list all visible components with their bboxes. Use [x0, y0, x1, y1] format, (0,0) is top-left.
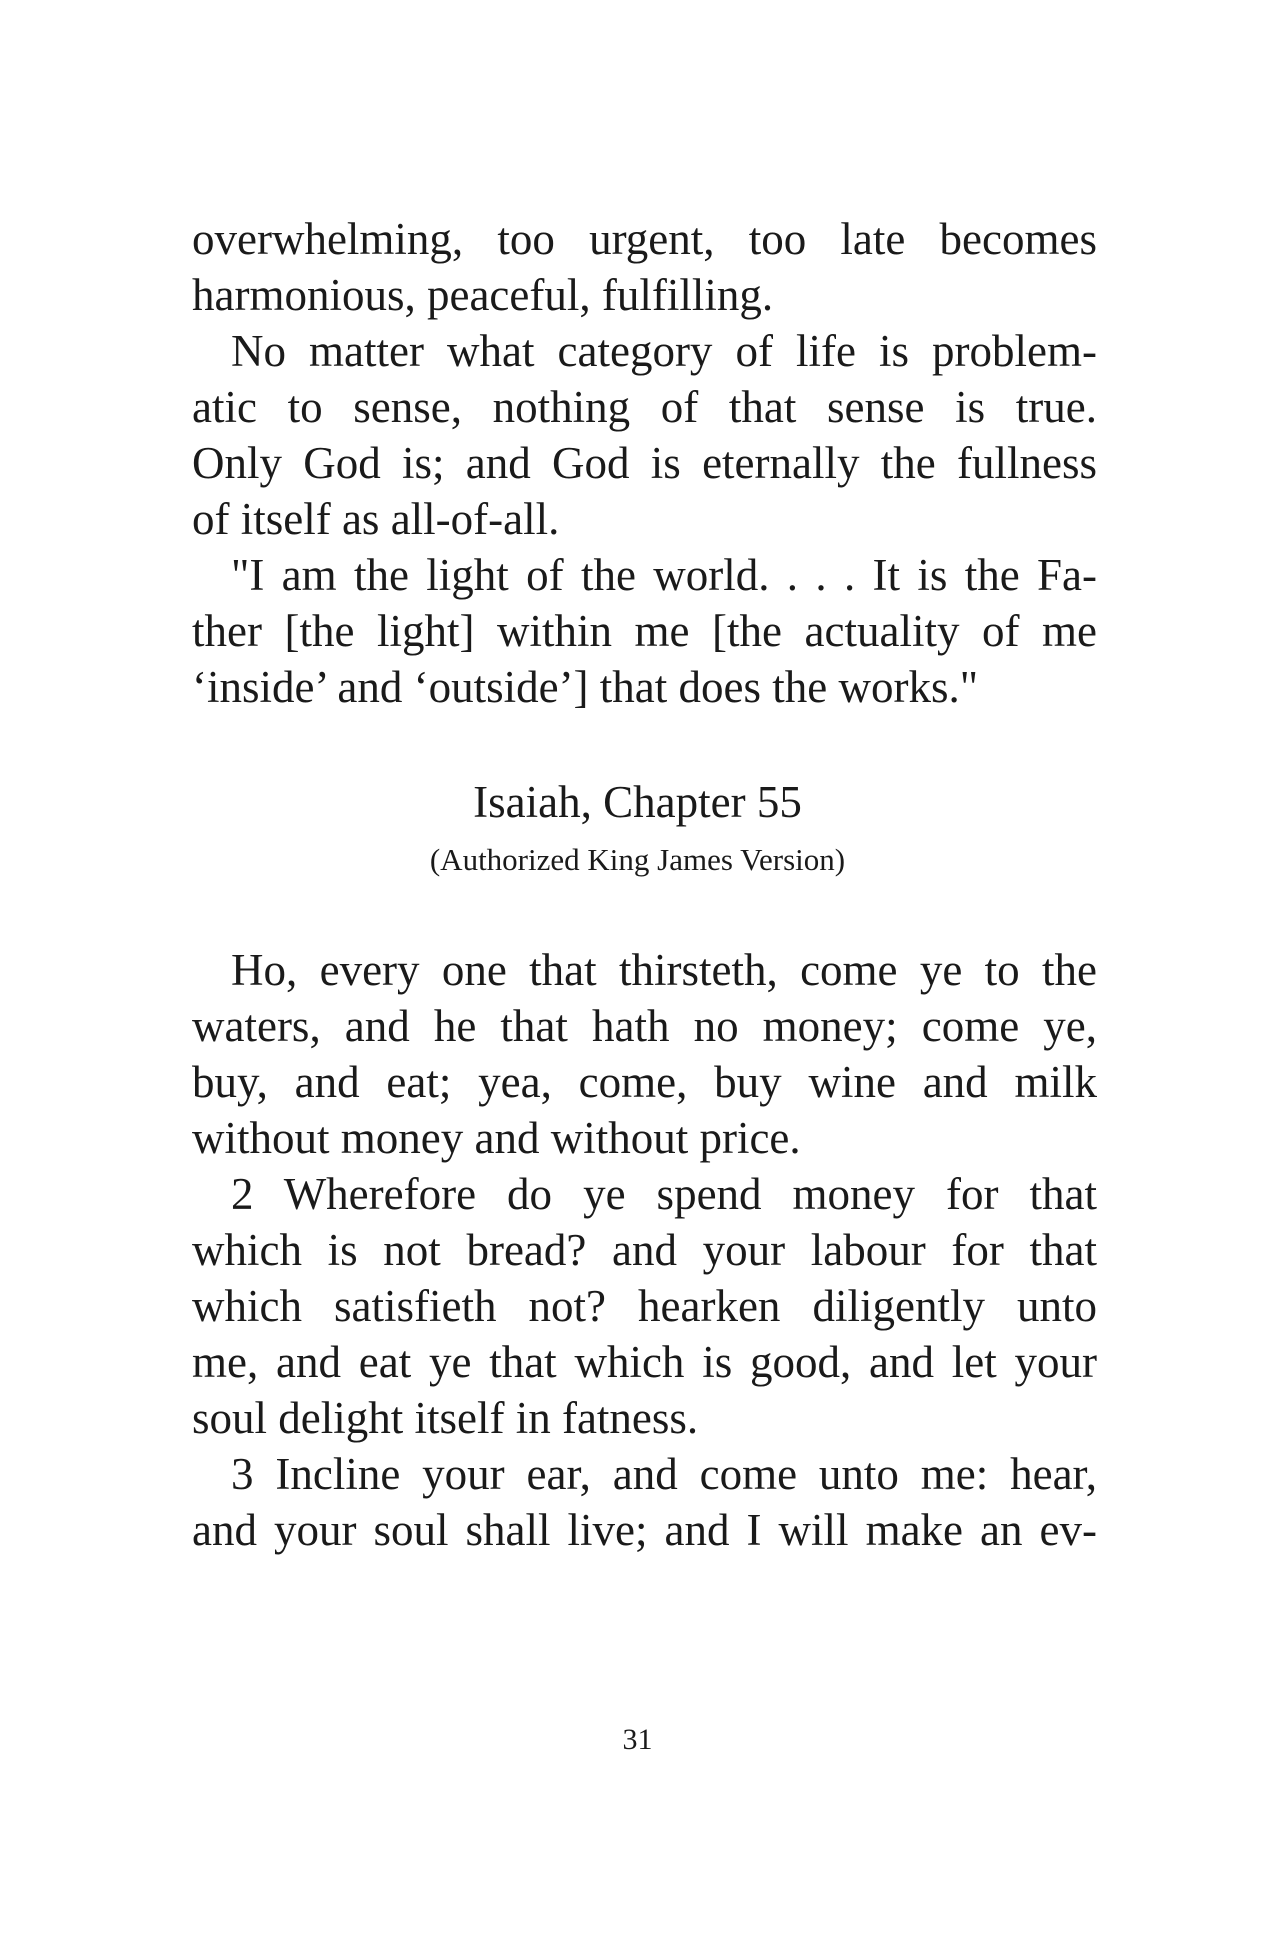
text-line: of itself as all-of-all. — [192, 494, 560, 544]
verse-line: waters, and he that hath no money; come ye, — [192, 1001, 1097, 1051]
text-line: Only God is; and God is eternally the fullness — [192, 438, 1097, 488]
chapter-subtitle: (Authorized King James Version) — [429, 842, 846, 877]
text-line: harmonious, peaceful, fulfilling. — [192, 270, 774, 320]
text-line: "I am the light of the world. . . . It is the Fa- — [231, 550, 1097, 600]
verse-line: me, and eat ye that which is good, and let your — [192, 1337, 1097, 1387]
verse-line: and your soul shall live; and I will make an ev- — [192, 1505, 1097, 1555]
verse-line: which is not bread? and your labour for that — [192, 1225, 1097, 1275]
text-line: ther [the light] within me [the actuality of me — [192, 606, 1097, 656]
page-number: 31 — [622, 1723, 653, 1756]
verse-line: Ho, every one that thirsteth, come ye to the — [231, 945, 1097, 995]
text-line: ‘inside’ and ‘outside’] that does the works." — [192, 662, 979, 712]
text-line: overwhelming, too urgent, too late becomes — [192, 214, 1097, 264]
verse-line: which satisfieth not? hearken diligently unto — [192, 1281, 1097, 1331]
chapter-title: Isaiah, Chapter 55 — [473, 777, 802, 827]
text-line: No matter what category of life is problem- — [231, 326, 1097, 376]
verse-line: without money and without price. — [192, 1113, 801, 1163]
verse-line: soul delight itself in fatness. — [192, 1393, 699, 1443]
verse-line: 3 Incline your ear, and come unto me: hear, — [231, 1449, 1097, 1499]
commentary-text — [192, 211, 1097, 715]
text-line: atic to sense, nothing of that sense is true. — [192, 382, 1097, 432]
scripture-text — [192, 942, 1097, 1558]
verse-line: buy, and eat; yea, come, buy wine and milk — [192, 1057, 1097, 1107]
verse-line: 2 Wherefore do ye spend money for that — [231, 1169, 1097, 1219]
